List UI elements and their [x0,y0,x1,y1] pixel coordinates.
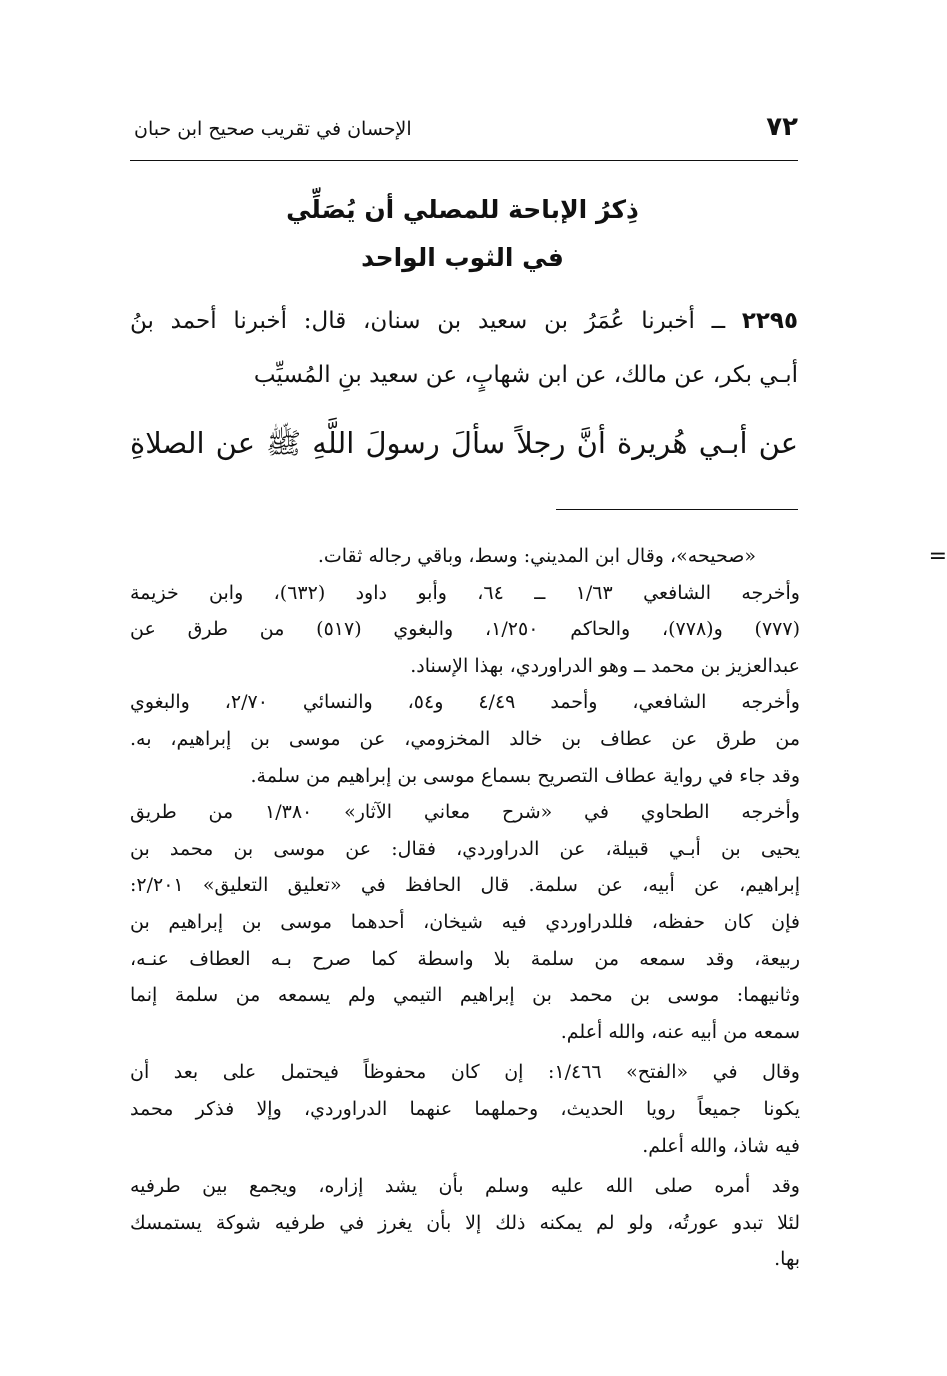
footnote-line: سمعه من أبيه عنه، والله أعلم. [560,1020,800,1043]
footnotes [130,538,800,1278]
footnote-separator [556,509,798,510]
footnote-line: وأخرجه الشافعي، وأحمد ٤/٤٩ و٥٤، والنسائي ٢/٧٠، والبغوي [130,691,800,714]
hadith-number: ٢٢٩٥ [741,308,799,334]
page-number: ٧٢ [766,112,798,142]
header-rule [130,160,798,161]
footnote-line: (٧٧٧) و(٧٧٨)، والحاكم ١/٢٥٠، والبغوي (٥١٧) من طرق عن [130,618,800,641]
footnote-line: وأخرجه الشافعي ١/٦٣ ــ ٦٤، وأبو داود (٦٣٢)، وابن خزيمة [130,581,800,604]
chapter-heading-line-2: في الثوب الواحد [361,243,564,272]
footnote-line: وقد أمره صلى الله عليه وسلم بأن يشد إزاره، ويجمع بين طرفيه [130,1175,800,1198]
chapter-heading [200,186,725,282]
running-title: الإحسان في تقريب صحيح ابن حبان [134,118,412,140]
footnote-line: فإن كان حفظه، فللدراوردي فيه شيخان، أحدهما موسى بن إبراهيم بن [130,910,800,933]
footnote-line: «صحيحه»، وقال ابن المديني: وسط، وباقي رجاله ثقات. [317,545,756,567]
footnote-continuation-marker: = [928,544,947,569]
hadith-line-1-text: ــ أخبرنا عُمَرُ بن سعيد بن سنان، قال: أخبرنا أحمد بنُ [130,308,726,334]
hadith-line: عن أبـي هُريرة أنَّ رجلاً سألَ رسولَ اللَّهِ ﷺ عن الصلاةِ [130,426,798,460]
footnote-line: وقال في «الفتح» ١/٤٦٦: إن كان محفوظاً فيحتمل على بعد أن [130,1061,800,1084]
footnote-line: عبدالعزيز بن محمد ــ وهو الدراوردي، بهذا الإسناد. [410,654,800,677]
footnote-line: إبراهيم، عن أبيه، عن سلمة. قال الحافظ في «تعليق التعليق» ٢/٢٠١: [130,874,800,897]
footnote-line: لئلا تبدو عورتُه، ولو لم يمكنه ذلك إلا بأن يغرز في طرفيه شوكة يستمسك [130,1211,800,1234]
chapter-heading-line-1: ذِكرُ الإباحة للمصلي أن يُصَلِّي [286,195,639,224]
footnote-line: وثانيهما: موسى بن محمد بن إبراهيم التيمي ولم يسمعه من سلمة إنما [130,984,800,1007]
footnote-line: يكونا جميعاً رويا الحديث، وحملهما عنهما الدراوردي، وإلا فذكر محمد [130,1097,800,1120]
footnote-line: فيه شاذ، والله أعلم. [642,1134,800,1157]
running-header [130,108,798,152]
footnote-line: ربيعة، وقد سمعه من سلمة بلا واسطة كما صرح بـه العطاف عنـه، [130,947,800,970]
footnote-line: بها. [774,1248,800,1271]
footnote-line: وأخرجه الطحاوي في «شرح معاني الآثار» ١/٣٨٠ من طريق [130,801,800,824]
hadith-text [130,294,798,478]
footnote-line: وقد جاء في رواية عطاف التصريح بسماع موسى بن إبراهيم من سلمة. [250,764,800,787]
footnote-line: يحيى بن أبـي قبيلة، عن الدراوردي، فقال: عن موسى بن محمد بن [130,837,800,860]
hadith-line [130,294,798,348]
hadith-line: أبـي بكر، عن مالك، عن ابن شهابٍ، عن سعيد بنِ المُسيِّب [253,362,798,388]
footnote-line: من طرق عن عطاف بن خالد المخزومي، عن موسى بن إبراهيم، به. [130,727,800,750]
